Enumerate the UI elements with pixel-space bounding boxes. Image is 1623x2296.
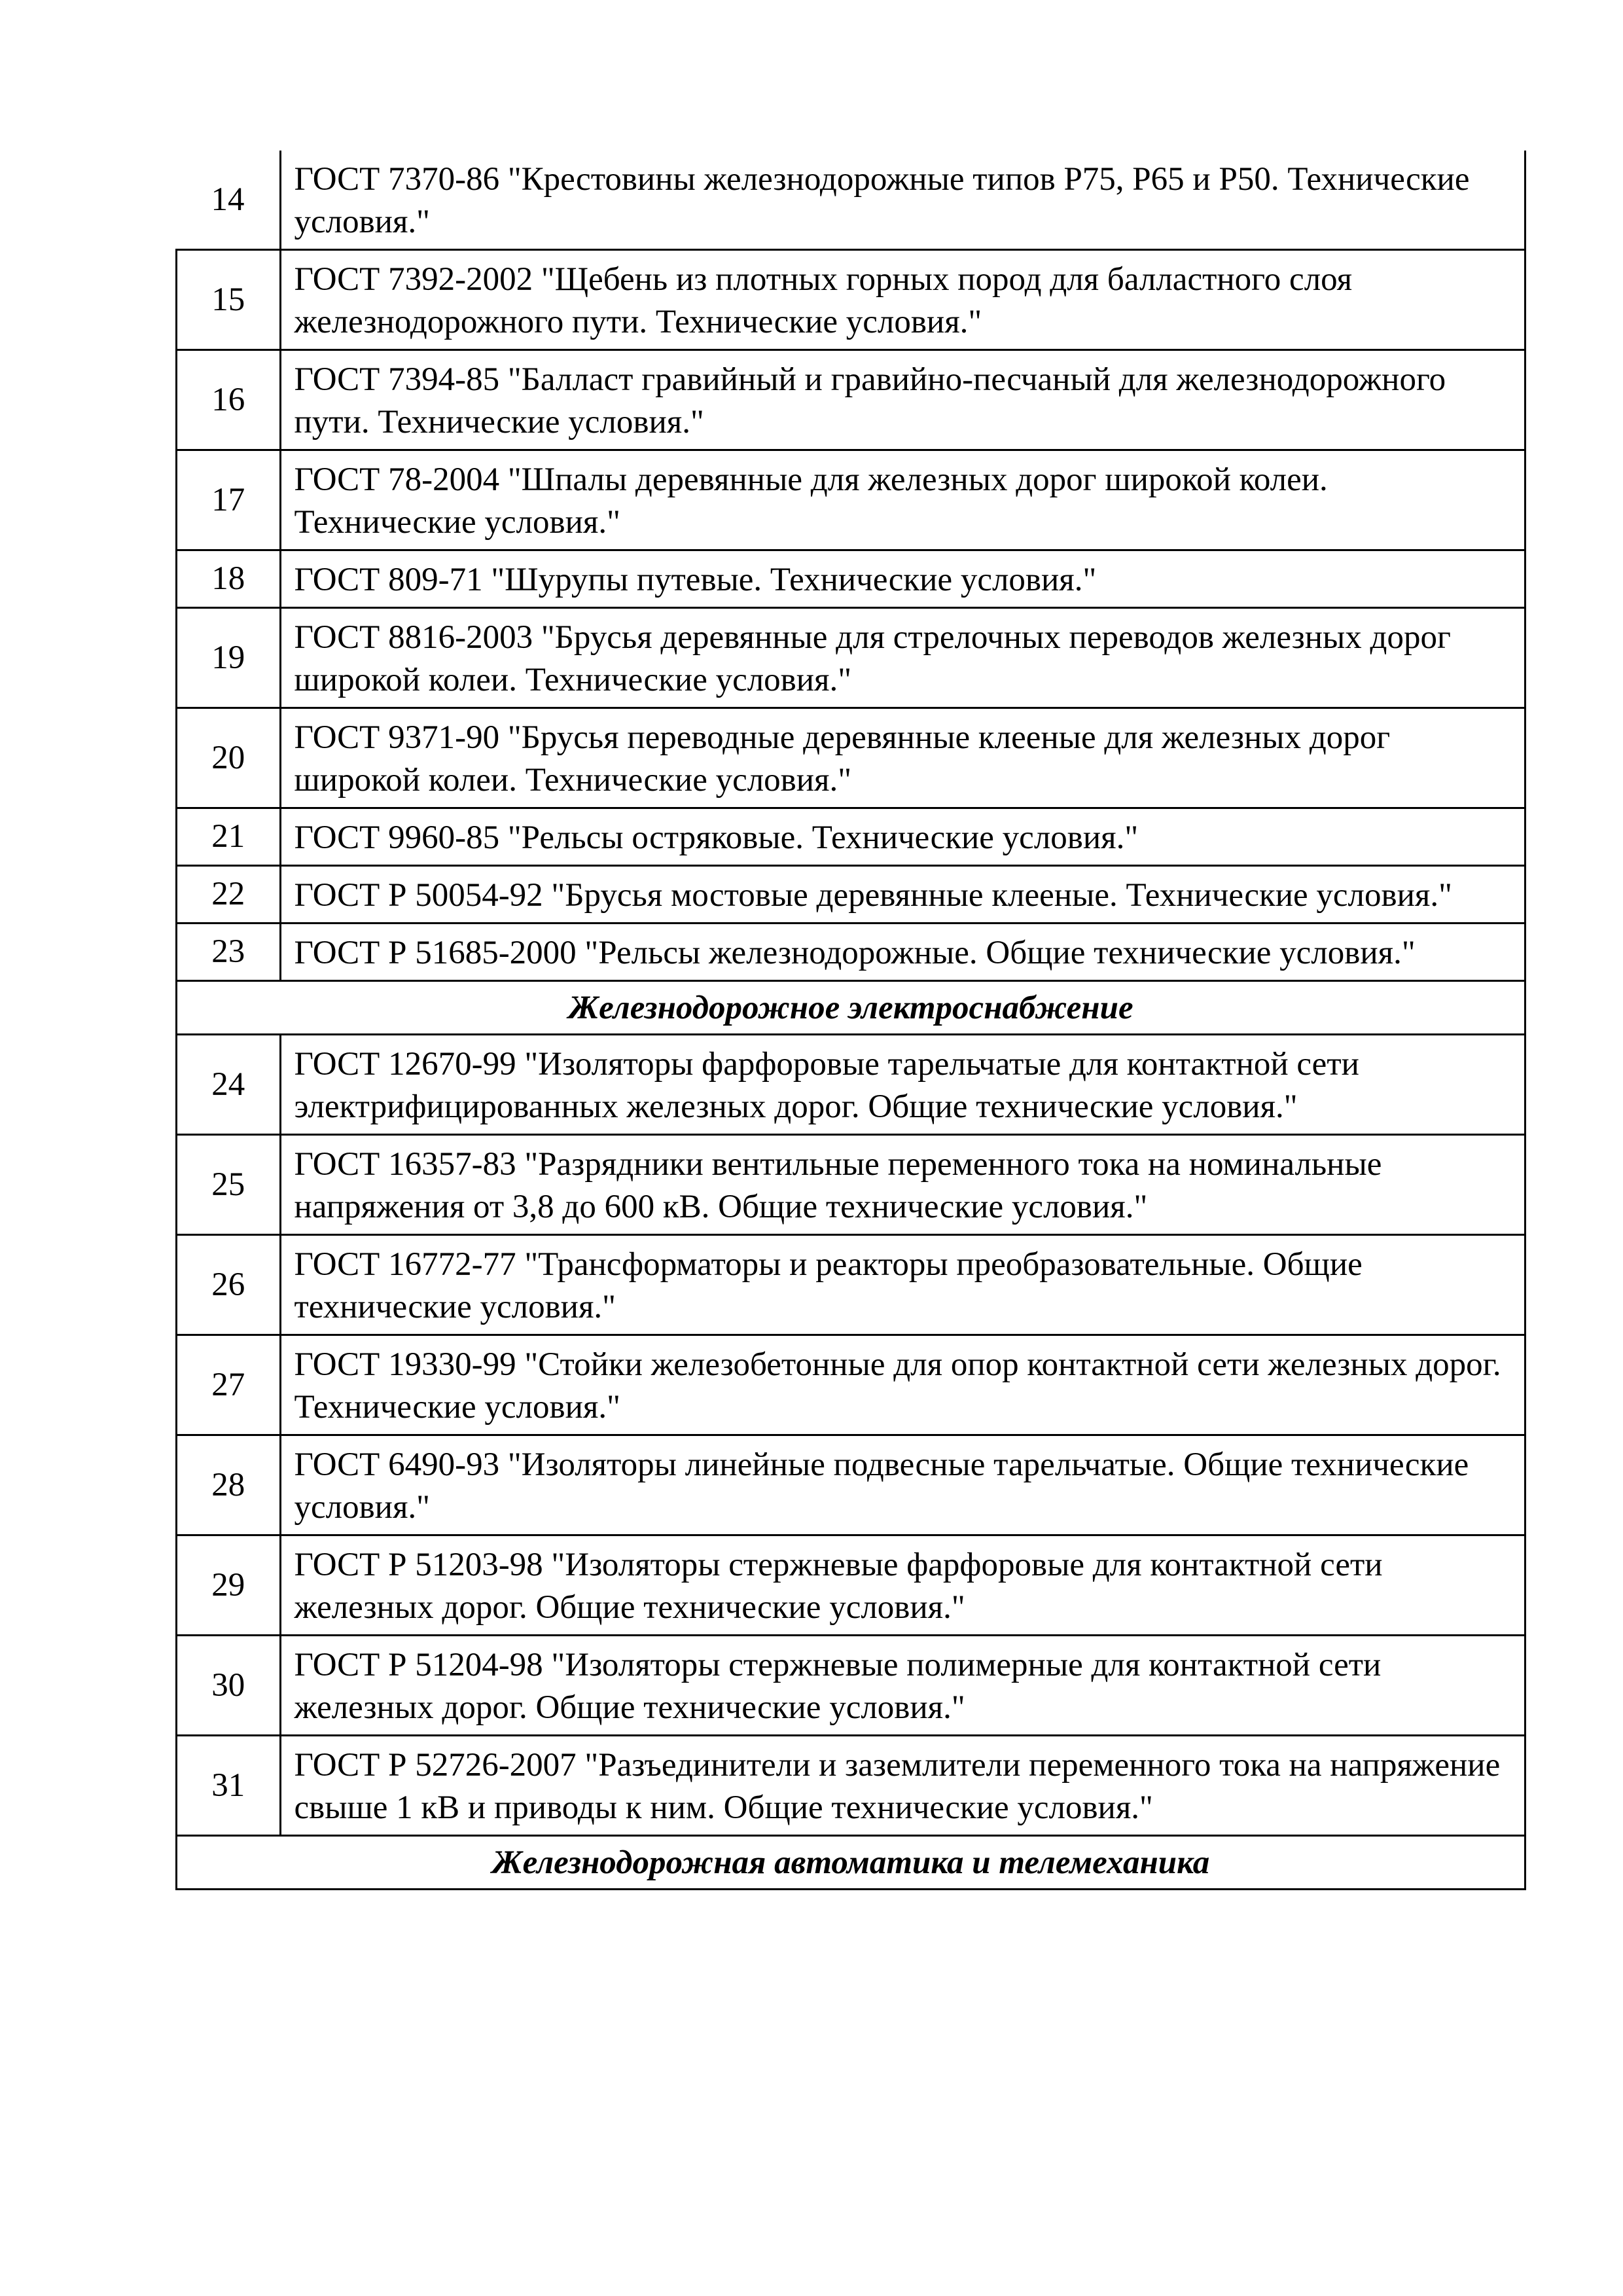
row-number: 31: [177, 1736, 281, 1836]
row-number: 26: [177, 1235, 281, 1335]
section-title-power-supply: Железнодорожное электроснабжение: [177, 981, 1525, 1035]
section-title-automation: Железнодорожная автоматика и телемеханика: [177, 1836, 1525, 1890]
row-number: 22: [177, 866, 281, 924]
table-row: [177, 1736, 1525, 1836]
standard-description: ГОСТ 7394-85 "Балласт гравийный и гравийно-песчаный для железнодорожного пути. Технические условия.": [280, 350, 1525, 450]
standard-description: ГОСТ 8816-2003 "Брусья деревянные для стрелочных переводов железных дорог широкой колеи. Технические условия.": [280, 608, 1525, 708]
table-row: [177, 250, 1525, 350]
standard-description: ГОСТ Р 50054-92 "Брусья мостовые деревянные клееные. Технические условия.": [280, 866, 1525, 924]
row-number: 14: [177, 151, 281, 250]
standard-description: ГОСТ 19330-99 "Стойки железобетонные для опор контактной сети железных дорог. Технические условия.": [280, 1335, 1525, 1435]
table-row: [177, 450, 1525, 550]
row-number: 29: [177, 1535, 281, 1636]
table-row: [177, 1335, 1525, 1435]
standard-description: ГОСТ 809-71 "Шурупы путевые. Технические условия.": [280, 550, 1525, 608]
standard-description: ГОСТ 78-2004 "Шпалы деревянные для железных дорог широкой колеи. Технические условия.": [280, 450, 1525, 550]
standard-description: ГОСТ 16357-83 "Разрядники вентильные переменного тока на номинальные напряжения от 3,8 до 600 кВ. Общие технические условия.": [280, 1135, 1525, 1235]
row-number: 18: [177, 550, 281, 608]
row-number: 25: [177, 1135, 281, 1235]
table-row: [177, 608, 1525, 708]
table-row: [177, 1135, 1525, 1235]
row-number: 21: [177, 808, 281, 866]
row-number: 19: [177, 608, 281, 708]
standard-description: ГОСТ Р 52726-2007 "Разъединители и заземлители переменного тока на напряжение свыше 1 кВ и приводы к ним. Общие технические условия.": [280, 1736, 1525, 1836]
table-row: [177, 866, 1525, 924]
table-row: [177, 708, 1525, 808]
table-row: [177, 550, 1525, 608]
row-number: 28: [177, 1435, 281, 1535]
table-row: [177, 151, 1525, 250]
section-header-row: [177, 1836, 1525, 1890]
table-row: [177, 1435, 1525, 1535]
standard-description: ГОСТ 7392-2002 "Щебень из плотных горных пород для балластного слоя железнодорожного пути. Технические условия.": [280, 250, 1525, 350]
standard-description: ГОСТ Р 51685-2000 "Рельсы железнодорожные. Общие технические условия.": [280, 924, 1525, 981]
standards-table: [175, 151, 1526, 1890]
table-row: [177, 1035, 1525, 1135]
row-number: 23: [177, 924, 281, 981]
row-number: 20: [177, 708, 281, 808]
standard-description: ГОСТ 12670-99 "Изоляторы фарфоровые тарельчатые для контактной сети электрифицированных железных дорог. Общие технические условия.": [280, 1035, 1525, 1135]
standard-description: ГОСТ 9960-85 "Рельсы остряковые. Технические условия.": [280, 808, 1525, 866]
standard-description: ГОСТ Р 51203-98 "Изоляторы стержневые фарфоровые для контактной сети железных дорог. Общие технические условия.": [280, 1535, 1525, 1636]
row-number: 30: [177, 1636, 281, 1736]
standard-description: ГОСТ Р 51204-98 "Изоляторы стержневые полимерные для контактной сети железных дорог. Общие технические условия.": [280, 1636, 1525, 1736]
row-number: 16: [177, 350, 281, 450]
standard-description: ГОСТ 7370-86 "Крестовины железнодорожные типов Р75, Р65 и Р50. Технические условия.": [280, 151, 1525, 250]
standard-description: ГОСТ 6490-93 "Изоляторы линейные подвесные тарельчатые. Общие технические условия.": [280, 1435, 1525, 1535]
standard-description: ГОСТ 16772-77 "Трансформаторы и реакторы преобразовательные. Общие технические условия.": [280, 1235, 1525, 1335]
table-row: [177, 924, 1525, 981]
table-row: [177, 1636, 1525, 1736]
table-row: [177, 808, 1525, 866]
standard-description: ГОСТ 9371-90 "Брусья переводные деревянные клееные для железных дорог широкой колеи. Технические условия.": [280, 708, 1525, 808]
row-number: 15: [177, 250, 281, 350]
row-number: 27: [177, 1335, 281, 1435]
table-row: [177, 1235, 1525, 1335]
section-header-row: [177, 981, 1525, 1035]
row-number: 17: [177, 450, 281, 550]
table-row: [177, 350, 1525, 450]
table-row: [177, 1535, 1525, 1636]
row-number: 24: [177, 1035, 281, 1135]
